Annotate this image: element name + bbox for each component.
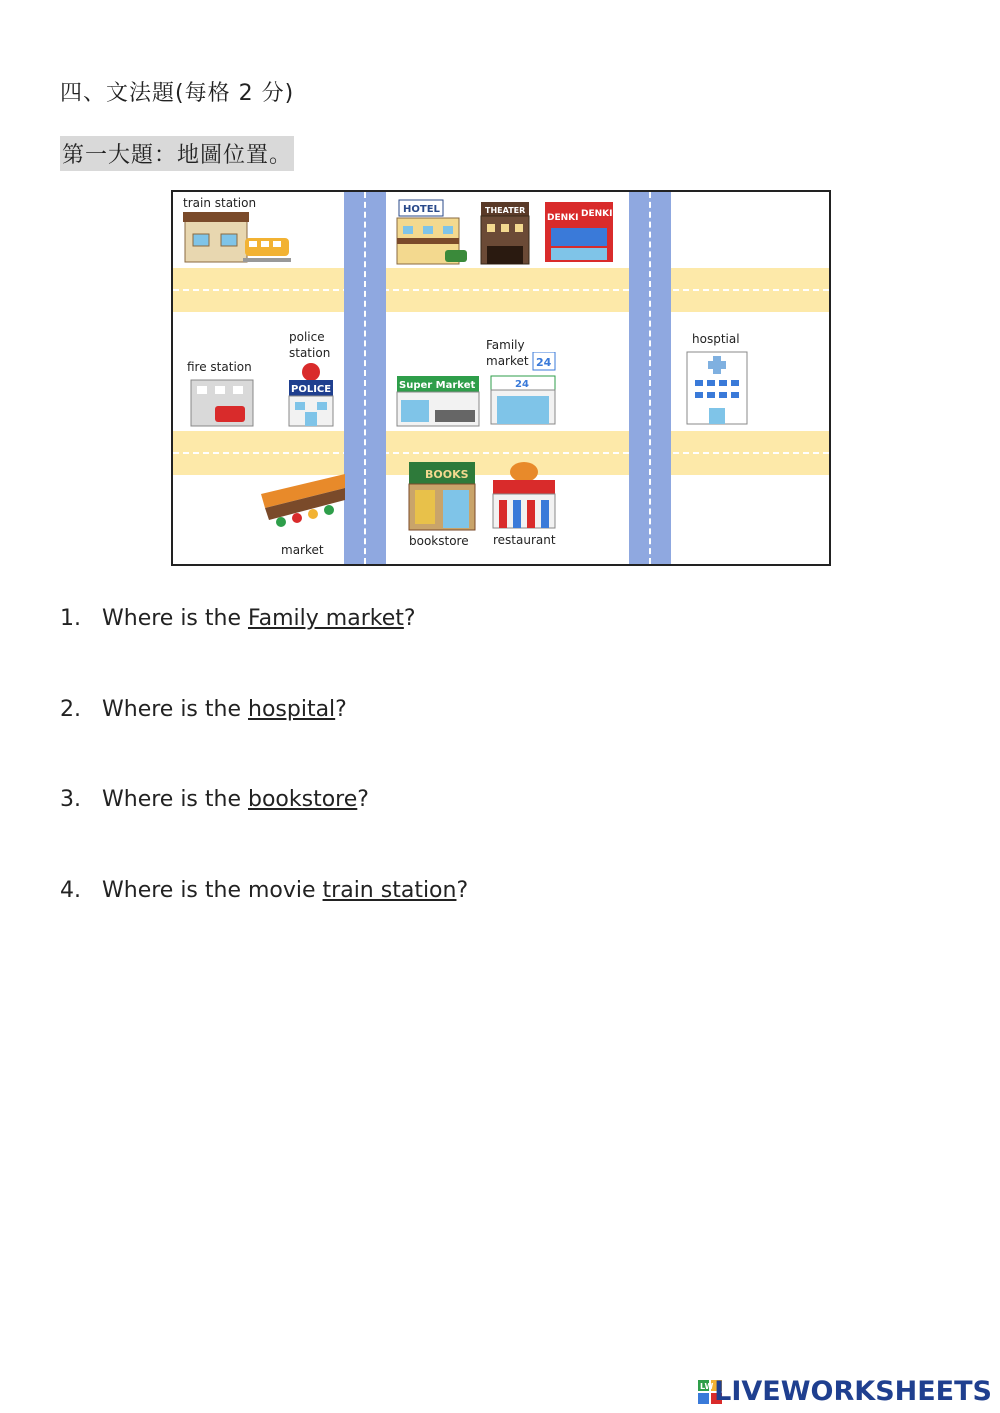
road-vertical-left [344, 192, 386, 564]
label-market: market [281, 543, 324, 557]
label-bookstore: bookstore [409, 534, 469, 548]
question-answer-target: train station [322, 878, 457, 903]
theater-sign: THEATER [485, 206, 526, 215]
road-horizontal-top [173, 268, 829, 312]
train-station-icon [183, 212, 293, 264]
family-market-icon [489, 352, 559, 428]
road-vertical-right [629, 192, 671, 564]
theater-icon [479, 202, 531, 266]
supermarket-sign: Super Market [399, 380, 476, 391]
subsection-heading: 第一大題：地圖位置。 [60, 136, 294, 171]
question-2 [60, 697, 347, 722]
question-mark: ? [403, 606, 416, 631]
question-4 [60, 878, 468, 903]
question-3 [60, 787, 369, 812]
city-map [171, 190, 831, 566]
question-mark: ? [335, 697, 347, 722]
question-number: 2. [60, 697, 81, 722]
label-police-line1: police [289, 330, 325, 344]
question-answer-target: bookstore [248, 787, 358, 812]
denki-sign-left: DENKI [547, 213, 579, 223]
restaurant-icon [491, 460, 557, 530]
question-text: Where is the [102, 697, 248, 722]
books-sign: BOOKS [425, 468, 469, 481]
question-mark: ? [357, 787, 369, 812]
question-text: Where is the [102, 606, 248, 631]
label-train-station: train station [183, 196, 257, 210]
electronics-store-icon [543, 198, 615, 266]
label-family-line1: Family [486, 338, 525, 352]
hotel-icon [395, 198, 471, 266]
police-sign: POLICE [291, 384, 332, 395]
store-24-sign: 24 [515, 379, 529, 390]
question-answer-target: Family market [248, 606, 404, 631]
brand-name: LIVEWORKSHEETS [714, 1376, 992, 1407]
label-police-line2: station [289, 346, 331, 360]
question-text: Where is the [102, 787, 248, 812]
logo-letters: LW [700, 1382, 714, 1391]
label-hospital: hosptial [692, 332, 740, 346]
label-restaurant: restaurant [493, 533, 556, 547]
question-mark: ? [456, 878, 469, 903]
label-fire-station: fire station [187, 360, 252, 374]
question-text: Where is the movie [102, 878, 323, 903]
market-stall-icon [261, 474, 345, 534]
hospital-icon [685, 350, 749, 426]
bookstore-icon [407, 460, 477, 532]
question-1 [60, 606, 416, 631]
police-station-icon [287, 362, 335, 428]
hotel-sign: HOTEL [403, 204, 440, 215]
store-24-sign-top: 24 [536, 356, 552, 369]
supermarket-icon [395, 374, 481, 430]
denki-sign-right: DENKI [581, 209, 613, 219]
fire-station-icon [189, 378, 257, 428]
question-number: 1. [60, 606, 81, 631]
question-number: 4. [60, 878, 81, 903]
question-answer-target: hospital [248, 697, 336, 722]
question-number: 3. [60, 787, 81, 812]
label-family-line2: market [486, 354, 529, 368]
section-heading: 四、文法題(每格 2 分) [60, 81, 295, 106]
